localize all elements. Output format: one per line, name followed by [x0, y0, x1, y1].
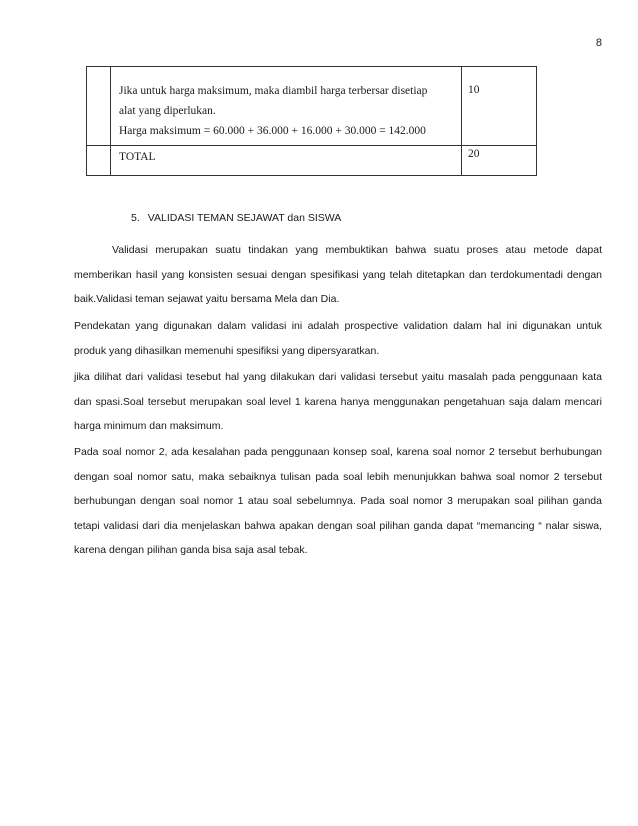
description-line: Jika untuk harga maksimum, maka diambil harga terbersar disetiap — [119, 85, 428, 97]
description-line: alat yang diperlukan. — [119, 105, 216, 117]
paragraph: jika dilihat dari validasi tesebut hal yang dilakukan dari validasi tersebut yaitu masalah pada penggunaan kata dan spasi.Soal tersebut merupakan soal level 1 karena hanya menggunakan pengetahuan saja dalam mencari harga minimum dan maksimum. — [74, 371, 602, 432]
page-number: 8 — [595, 37, 602, 49]
table-row-total — [87, 146, 537, 176]
section-heading — [131, 212, 341, 224]
paragraph: Pada soal nomor 2, ada kesalahan pada penggunaan konsep soal, karena soal nomor 2 tersebut berhubungan dengan soal nomor satu, maka sebaiknya tulisan pada soal lebih menunjukkan bahwa soal nomor 2 tersebut berhubungan dengan soal nomor 1 atau soal sebelumnya. Pada soal nomor 3 merupakan soal pilihan ganda tetapi validasi dari dia menjelaskan bahwa apakan dengan soal pilihan ganda dapat “memancing “ nalar siswa, karena dengan pilihan ganda bisa saja asal tebak. — [74, 446, 602, 556]
description-line: Harga maksimum = 60.000 + 36.000 + 16.000 + 30.000 = 142.000 — [119, 125, 426, 137]
total-label: TOTAL — [111, 146, 462, 176]
paragraph: Validasi merupakan suatu tindakan yang membuktikan bahwa suatu proses atau metode dapat memberikan hasil yang konsisten sesuai dengan spesifikasi yang telah ditetapkan dan terdokumentadi dengan baik.Validasi teman sejawat yaitu bersama Mela dan Dia. — [74, 244, 602, 305]
score-table — [86, 66, 537, 176]
section-title: VALIDASI TEMAN SEJAWAT dan SISWA — [147, 212, 342, 224]
table-cell-description — [111, 67, 462, 146]
paragraph: Pendekatan yang digunakan dalam validasi ini adalah prospective validation dalam hal ini digunakan untuk produk yang dihasilkan memenuhi spesifiksi yang dipersyaratkan. — [74, 320, 602, 357]
total-score: 20 — [462, 146, 537, 176]
table-cell-empty — [87, 146, 111, 176]
section-number: 5. — [131, 212, 140, 224]
table-cell-score: 10 — [462, 67, 537, 146]
table-row — [87, 67, 537, 146]
table-cell-empty — [87, 67, 111, 146]
